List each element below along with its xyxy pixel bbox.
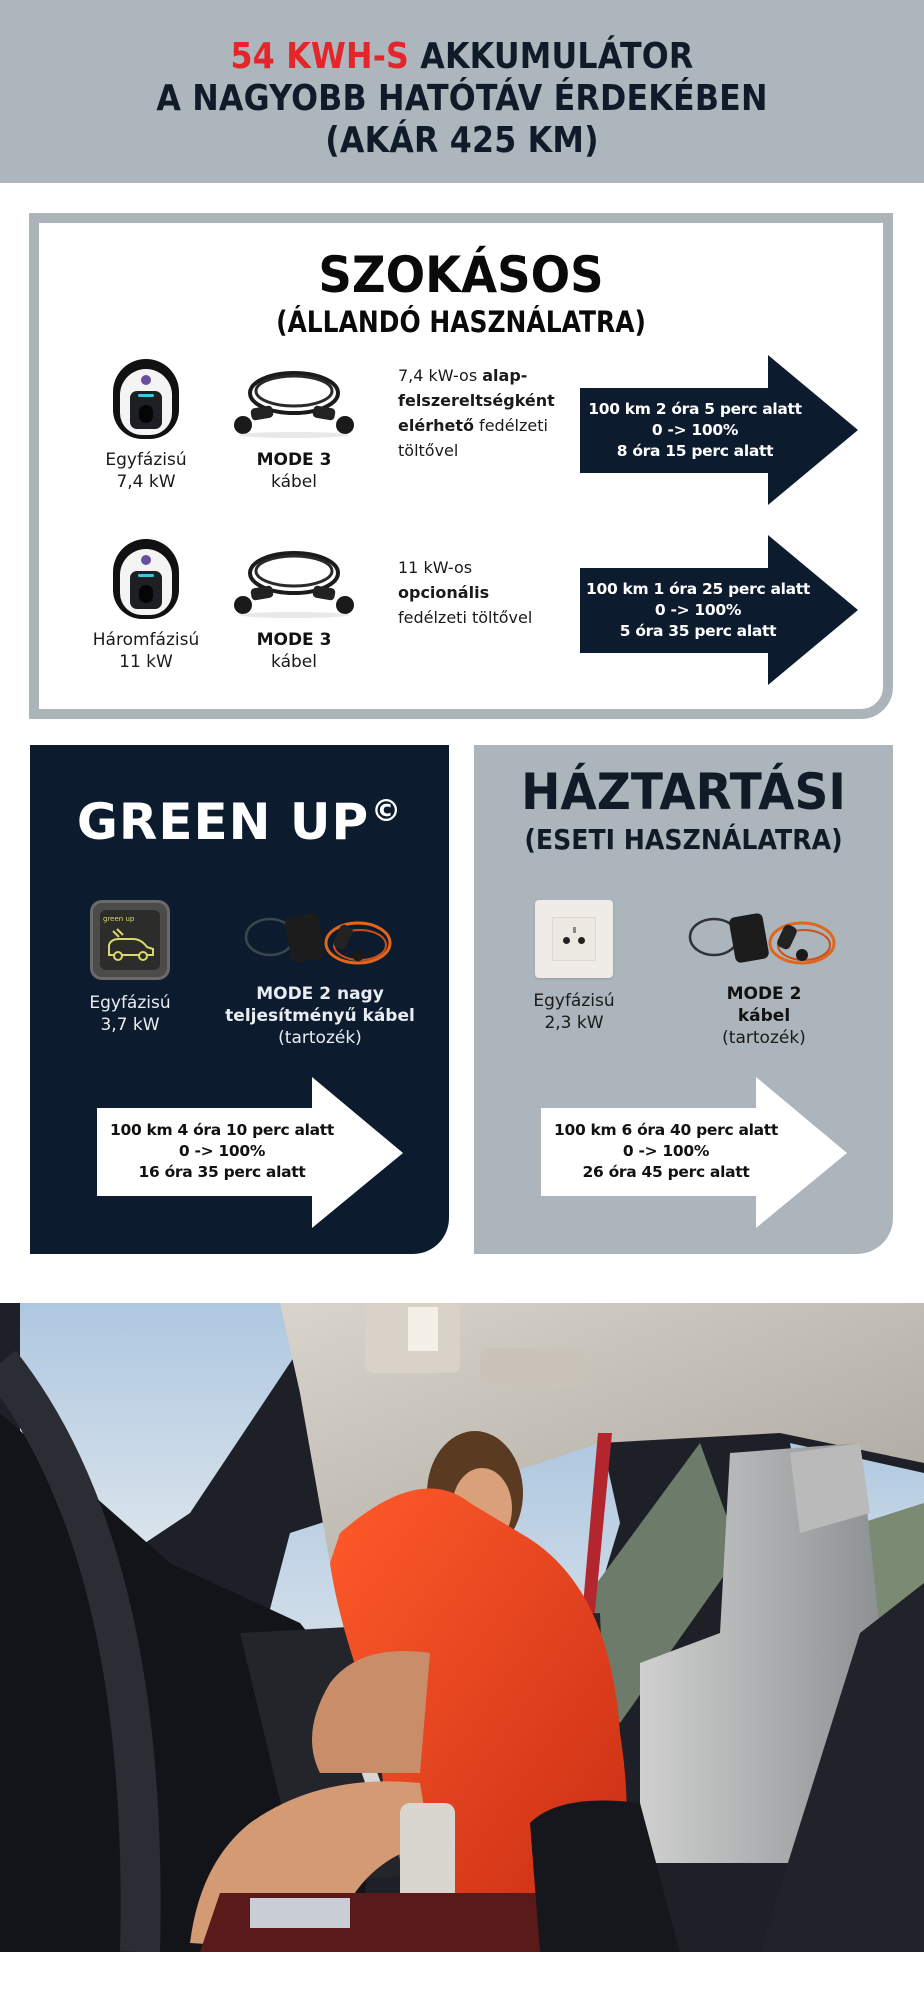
charger-power-label: 11 kW xyxy=(119,652,173,672)
cable-item xyxy=(224,539,364,673)
card-title: HÁZTARTÁSI xyxy=(521,763,846,821)
charge-time-full: 5 óra 35 perc alatt xyxy=(619,622,777,640)
charger-phase-label: Egyfázisú xyxy=(105,450,187,470)
cable-label: kábel xyxy=(271,472,317,492)
charge-range-label: 0 -> 100% xyxy=(651,421,739,439)
wall-socket-icon xyxy=(535,900,613,978)
charger-item xyxy=(514,900,634,1034)
charge-time-100km: 100 km 1 óra 25 perc alatt xyxy=(586,580,810,598)
wallbox-charger-icon xyxy=(113,539,179,619)
onboard-charger-description: 11 kW-os opcionális fedélzeti töltővel xyxy=(398,558,533,627)
card-subtitle: (ÁLLANDÓ HASZNÁLATRA) xyxy=(276,305,646,339)
charger-power-label: 7,4 kW xyxy=(116,472,176,492)
charger-phase-label: Egyfázisú xyxy=(533,991,615,1011)
cable-type-label: MODE 3 xyxy=(256,450,332,470)
title-line-2: A NAGYOBB HATÓTÁV ÉRDEKÉBEN xyxy=(156,78,768,119)
title-line-3: (AKÁR 425 KM) xyxy=(325,120,599,161)
cable-type-label: MODE 3 xyxy=(256,630,332,650)
card-subtitle: (ESETI HASZNÁLATRA) xyxy=(524,823,843,856)
mode3-cable-icon xyxy=(229,539,359,619)
cable-item xyxy=(644,897,884,1049)
charger-phase-label: Egyfázisú xyxy=(89,993,171,1013)
charge-time-100km: 100 km 6 óra 40 perc alatt xyxy=(554,1121,778,1139)
card-title: SZOKÁSOS xyxy=(318,246,604,304)
charging-option-row xyxy=(39,347,883,507)
charge-time-100km: 100 km 2 óra 5 perc alatt xyxy=(588,400,802,418)
cable-type-label: MODE 2 xyxy=(726,984,802,1004)
lifestyle-photo xyxy=(0,1303,924,1952)
charge-time-arrow xyxy=(580,355,860,505)
wallbox-charger-icon xyxy=(113,359,179,439)
charge-range-label: 0 -> 100% xyxy=(178,1142,266,1160)
charge-range-label: 0 -> 100% xyxy=(622,1142,710,1160)
cable-item xyxy=(224,359,364,493)
title-line-1: 54 KWH-S AKKUMULÁTOR xyxy=(230,36,694,77)
charge-time-arrow xyxy=(541,1077,851,1229)
cable-item xyxy=(200,897,440,1049)
battery-capacity-highlight: 54 KWH-S xyxy=(230,36,410,77)
charge-time-arrow xyxy=(580,535,860,685)
cable-label: kábel xyxy=(271,652,317,672)
mode3-cable-icon xyxy=(229,359,359,439)
copyright-mark: © xyxy=(371,794,403,829)
header-banner xyxy=(0,0,924,183)
charge-time-arrow xyxy=(97,1077,407,1229)
charge-time-full: 16 óra 35 perc alatt xyxy=(138,1163,306,1181)
cable-type-label-2: teljesítményű kábel xyxy=(225,1006,415,1026)
standard-charging-card xyxy=(29,213,893,719)
charge-time-full: 26 óra 45 perc alatt xyxy=(582,1163,750,1181)
cable-note-label: (tartozék) xyxy=(722,1028,806,1048)
charger-power-label: 3,7 kW xyxy=(100,1015,160,1035)
charger-item xyxy=(91,539,201,673)
charger-phase-label: Háromfázisú xyxy=(92,630,200,650)
cable-note-label: (tartozék) xyxy=(278,1028,362,1048)
cable-type-label-2: kábel xyxy=(737,1006,791,1026)
car-interior-image xyxy=(0,1303,924,1952)
green-up-wallbox-icon: green up xyxy=(90,900,170,980)
household-charging-card xyxy=(474,745,893,1254)
charge-time-100km: 100 km 4 óra 10 perc alatt xyxy=(110,1121,334,1139)
charge-time-full: 8 óra 15 perc alatt xyxy=(616,442,774,460)
charger-item xyxy=(91,359,201,493)
card-title: GREEN UP© xyxy=(76,793,403,851)
charging-option-row xyxy=(39,527,883,687)
charge-range-label: 0 -> 100% xyxy=(654,601,742,619)
mode2-cable-icon xyxy=(240,897,400,977)
mode2-cable-icon xyxy=(684,897,844,977)
cable-type-label: MODE 2 nagy xyxy=(256,984,384,1004)
green-up-card xyxy=(30,745,449,1254)
onboard-charger-description: 7,4 kW-os alap-felszereltségként elérhető fedélzeti töltővel xyxy=(398,366,555,460)
charger-power-label: 2,3 kW xyxy=(544,1013,604,1033)
charger-item xyxy=(70,900,190,1036)
